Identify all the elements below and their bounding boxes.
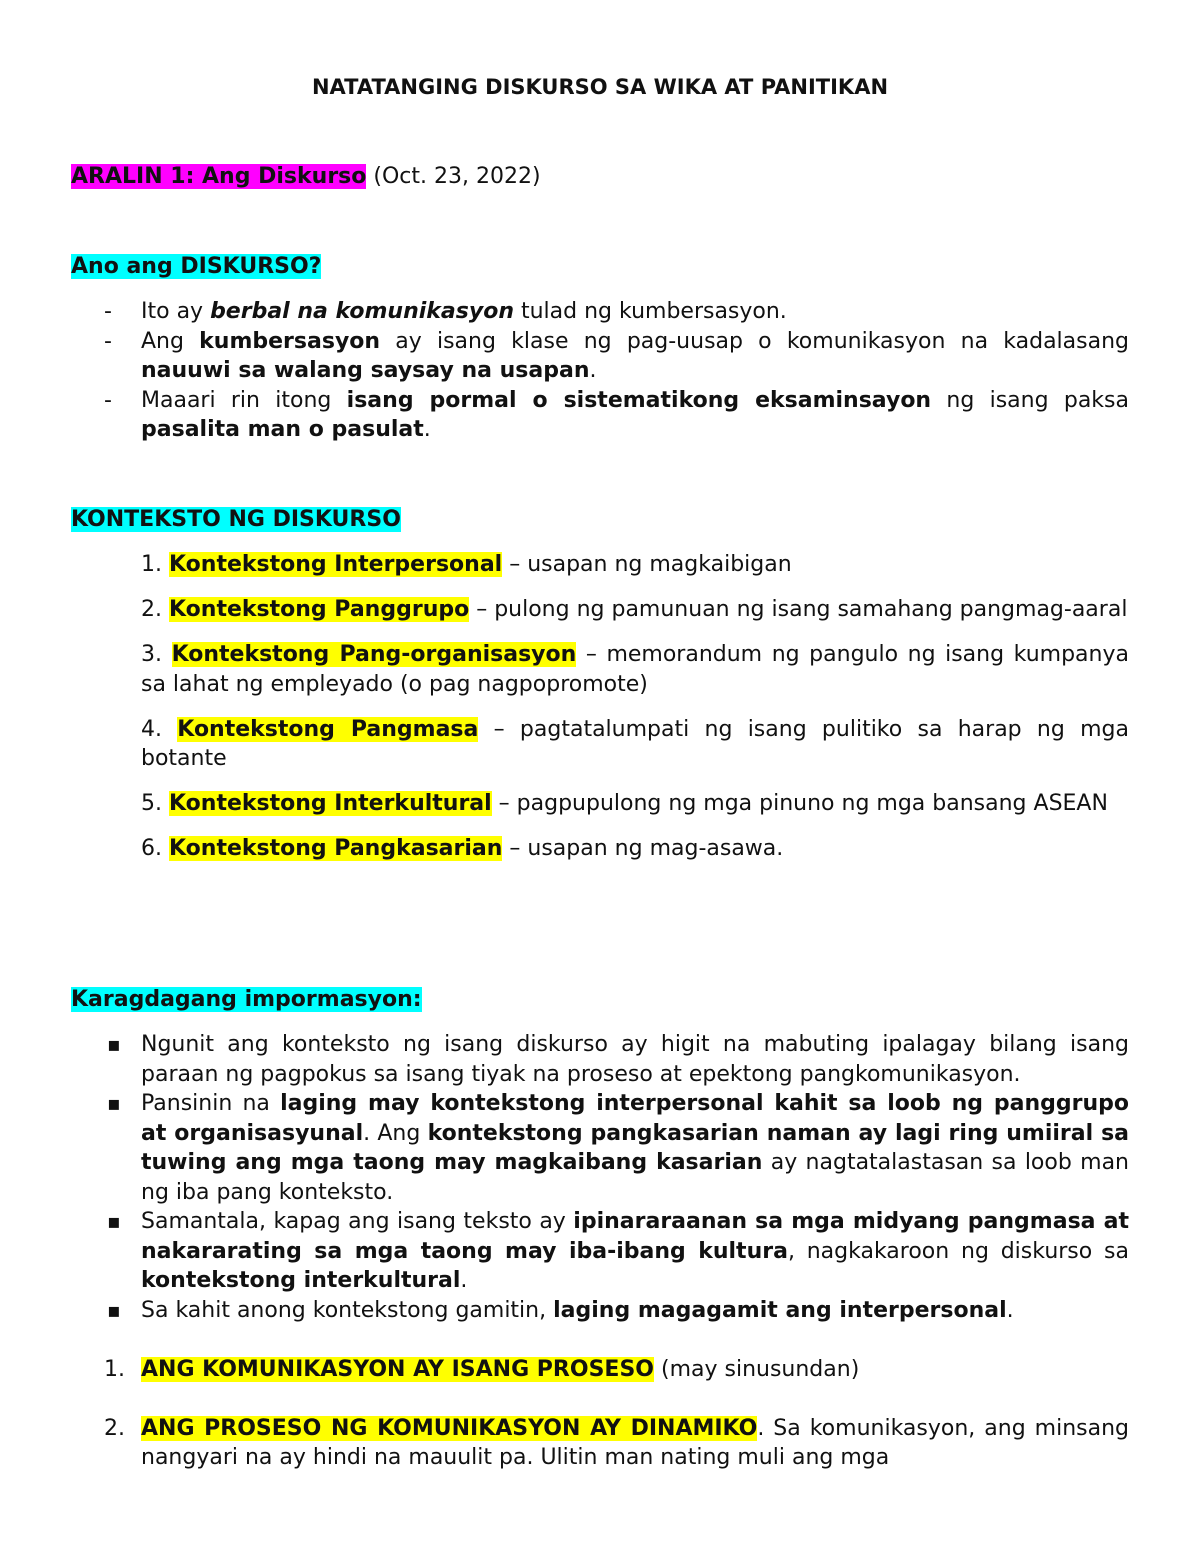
list-item: ▪ Sa kahit anong kontekstong gamitin, laging magagamit ang interpersonal.	[104, 1296, 1129, 1326]
lesson-date: (Oct. 23, 2022)	[366, 164, 541, 189]
list-item: - Ang kumbersasyon ay isang klase ng pag-uusap o komunikasyon na kadalasang nauuwi sa walang saysay na usapan.	[104, 327, 1129, 386]
section-heading-diskurso: Ano ang DISKURSO?	[71, 254, 322, 279]
section-heading-karagdagan: Karagdagang impormasyon:	[71, 987, 422, 1012]
list-item: 4. Kontekstong Pangmasa – pagtatalumpati ng isang pulitiko sa harap ng mga botante	[141, 716, 1129, 771]
list-item: - Ito ay berbal na komunikasyon tulad ng kumbersasyon.	[104, 297, 1129, 327]
list-item: 2. Kontekstong Panggrupo – pulong ng pamunuan ng isang samahang pangmag-aaral	[141, 597, 1128, 622]
document-title: NATATANGING DISKURSO SA WIKA AT PANITIKAN	[311, 75, 889, 99]
list-item: 1. ANG KOMUNIKASYON AY ISANG PROSESO (may sinusundan)	[104, 1357, 860, 1382]
list-item: 5. Kontekstong Interkultural – pagpupulong ng mga pinuno ng mga bansang ASEAN	[141, 791, 1108, 816]
list-item: - Maaari rin itong isang pormal o sistematikong eksaminsayon ng isang paksa pasalita man o pasulat.	[104, 386, 1129, 445]
diskurso-definition-list	[104, 297, 1129, 445]
komunikasyon-list	[104, 1355, 1129, 1502]
karagdagan-bullet-list	[104, 1030, 1129, 1325]
lesson-line	[71, 162, 541, 192]
list-item: 3. Kontekstong Pang-organisasyon – memorandum ng pangulo ng isang kumpanya sa lahat ng empleyado (o pag nagpopromote)	[141, 642, 1129, 697]
list-item: ▪ Ngunit ang konteksto ng isang diskurso ay higit na mabuting ipalagay bilang isang paraan ng pagpokus sa isang tiyak na proseso at epektong pangkomunikasyon.	[104, 1030, 1129, 1089]
konteksto-list	[104, 550, 1129, 879]
list-item: 2. ANG PROSESO NG KOMUNIKASYON AY DINAMIKO. Sa komunikasyon, ang minsang nangyari na ay hindi na mauulit pa. Ulitin man nating muli ang mga	[104, 1415, 1129, 1470]
list-item: 1. Kontekstong Interpersonal – usapan ng magkaibigan	[141, 552, 792, 577]
section-heading-konteksto: KONTEKSTO NG DISKURSO	[71, 507, 401, 532]
list-item: ▪ Samantala, kapag ang isang teksto ay ipinararaanan sa mga midyang pangmasa at nakararating sa mga taong may iba-ibang kultura, nagkakaroon ng diskurso sa kontekstong interkultural.	[104, 1207, 1129, 1296]
lesson-label: ARALIN 1: Ang Diskurso	[71, 164, 367, 189]
list-item: ▪ Pansinin na laging may kontekstong interpersonal kahit sa loob ng panggrupo at organisasyunal. Ang kontekstong pangkasarian naman ay lagi ring umiiral sa tuwing ang mga taong may magkaibang kasarian ay nagtatalastasan sa loob man ng iba pang konteksto.	[104, 1089, 1129, 1207]
list-item: 6. Kontekstong Pangkasarian – usapan ng mag-asawa.	[141, 836, 784, 861]
